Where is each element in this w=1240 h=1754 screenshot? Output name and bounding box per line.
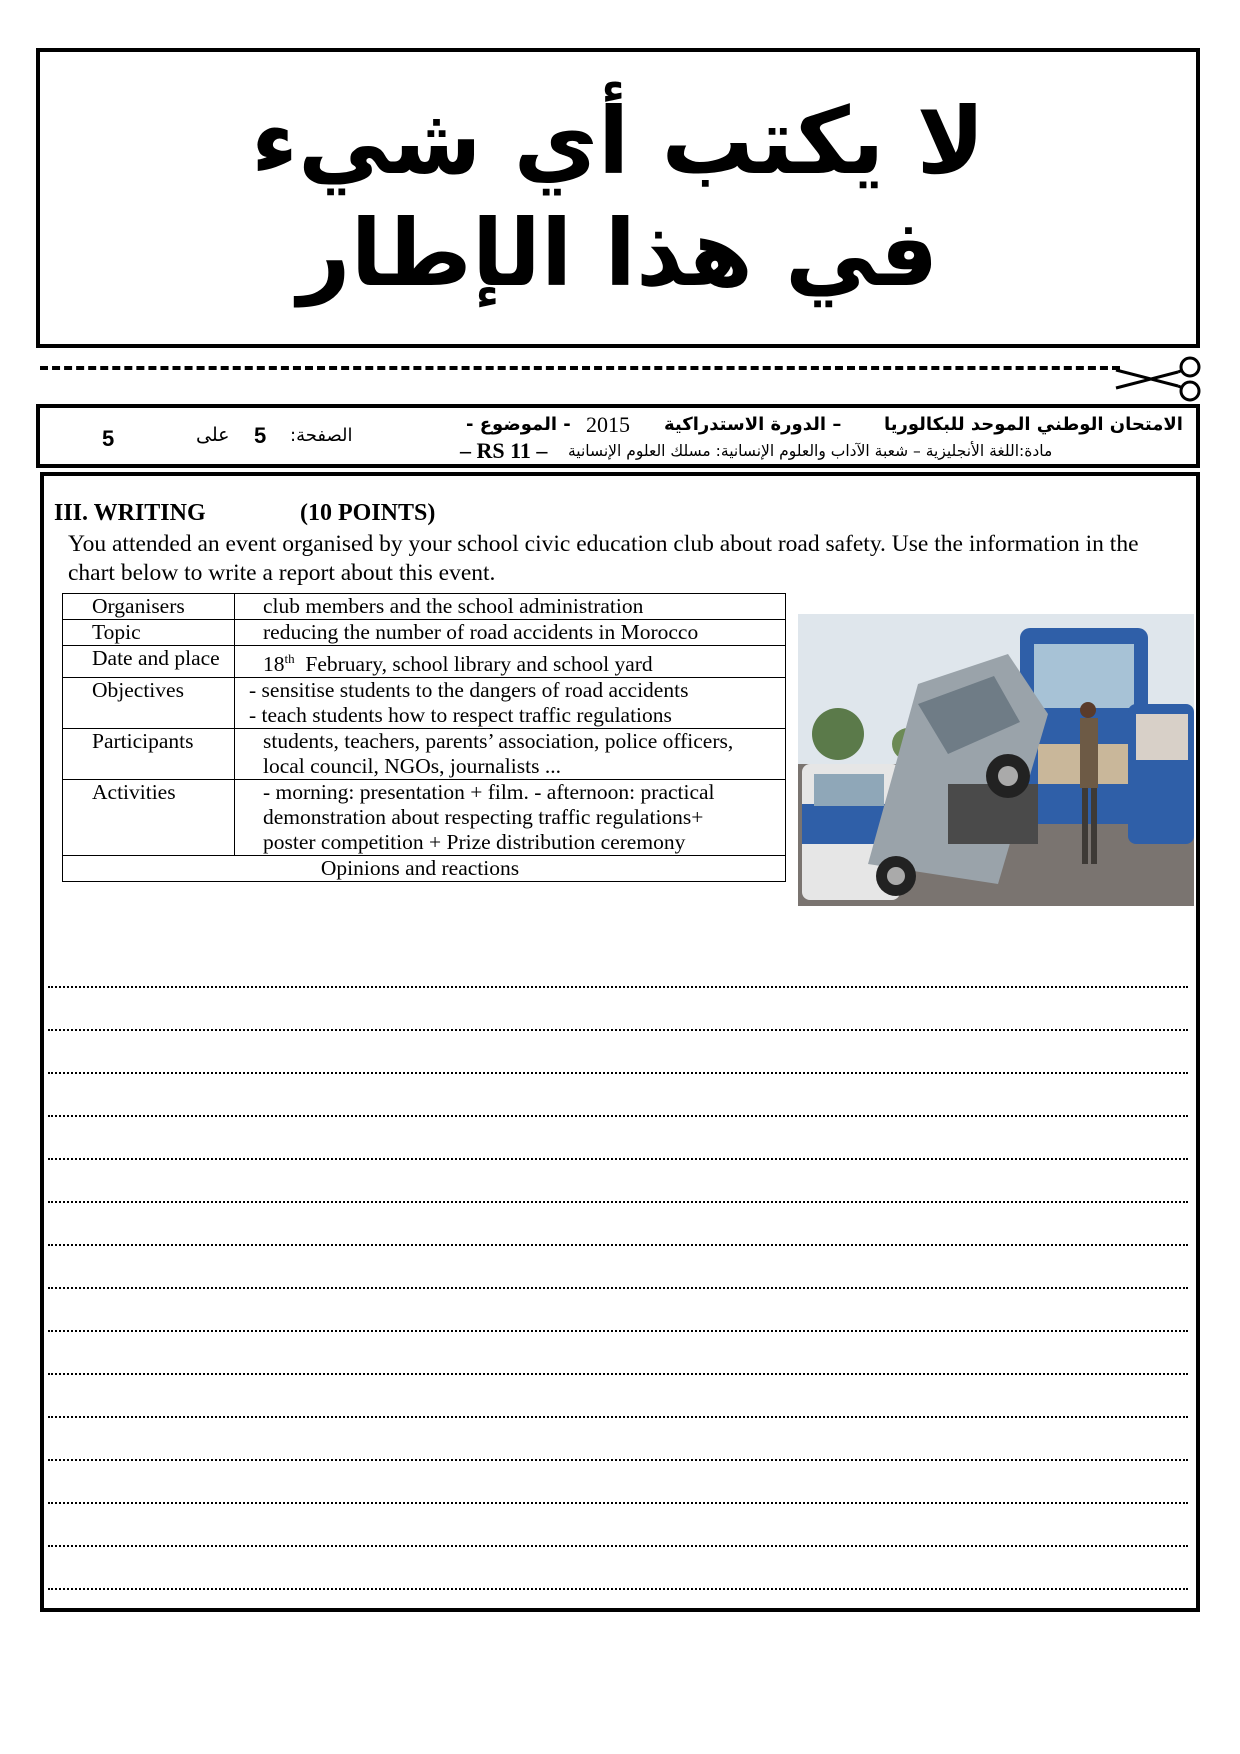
page-label: الصفحة: [290, 425, 353, 446]
writing-line[interactable] [48, 1201, 1188, 1203]
exam-session: – الدورة الاستدراكية [664, 414, 842, 435]
section-points: (10 POINTS) [300, 500, 436, 526]
subject-line: مادة:اللغة الأنجليزية – شعبة الآداب والعلوم الإنسانية: مسلك العلوم الإنسانية [568, 442, 1053, 460]
row-value: poster competition + Prize distribution ceremony [263, 830, 686, 855]
writing-line[interactable] [48, 1244, 1188, 1246]
table-footer-row [63, 856, 786, 882]
row-label: Objectives [63, 678, 235, 729]
opinions-reactions-cell: Opinions and reactions [63, 856, 786, 882]
writing-line[interactable] [48, 1287, 1188, 1289]
table-row [63, 620, 786, 646]
row-value: students, teachers, parents’ association, police officers, [263, 729, 734, 754]
row-value: - teach students how to respect traffic regulations [249, 703, 672, 728]
row-value: - sensitise students to the dangers of road accidents [249, 678, 689, 703]
writing-line[interactable] [48, 986, 1188, 988]
writing-line[interactable] [48, 1029, 1188, 1031]
date-day: 18 [263, 652, 285, 677]
row-value: club members and the school administration [263, 594, 644, 618]
writing-line[interactable] [48, 1416, 1188, 1418]
writing-line[interactable] [48, 1330, 1188, 1332]
no-write-line-2: في هذا الإطار [297, 200, 939, 307]
writing-line[interactable] [48, 1545, 1188, 1547]
section-title: III. WRITING [54, 500, 206, 526]
exam-title: الامتحان الوطني الموحد للبكالوريا [884, 414, 1183, 435]
row-label: Organisers [63, 594, 235, 620]
table-row [63, 729, 786, 780]
exam-year: 2015 [586, 412, 630, 437]
table-row [63, 646, 786, 678]
date-suffix: th [284, 651, 295, 666]
writing-line[interactable] [48, 1115, 1188, 1117]
road-accident-photo [798, 614, 1194, 906]
writing-line[interactable] [48, 1373, 1188, 1375]
writing-line[interactable] [48, 1502, 1188, 1504]
writing-instructions: You attended an event organised by your school civic education club about road safety. Use the information in the chart below to write a report about this event. [68, 531, 1139, 586]
no-write-line-1: لا يكتب أي شيء [250, 88, 986, 195]
writing-line[interactable] [48, 1459, 1188, 1461]
table-row [63, 594, 786, 620]
writing-line[interactable] [48, 1072, 1188, 1074]
of-label: على [196, 424, 230, 446]
row-label: Participants [63, 729, 235, 780]
row-value: - morning: presentation + film. - afternoon: practical [263, 780, 715, 805]
row-value: reducing the number of road accidents in Morocco [263, 620, 699, 644]
no-write-frame [36, 48, 1200, 348]
cut-line [40, 366, 1120, 370]
table-row [63, 678, 786, 729]
row-label: Activities [63, 780, 235, 856]
scissors-icon [1112, 356, 1206, 402]
row-value [235, 646, 777, 677]
row-value: demonstration about respecting traffic regulations+ [263, 805, 704, 830]
writing-line[interactable] [48, 1158, 1188, 1160]
row-value: local council, NGOs, journalists ... [263, 754, 561, 779]
writing-line[interactable] [48, 1588, 1188, 1590]
exam-header-box [36, 404, 1200, 468]
event-info-table [62, 593, 786, 882]
subject-label: - الموضوع - [466, 414, 571, 435]
table-row [63, 780, 786, 856]
row-label: Date and place [63, 646, 235, 678]
page-current: 5 [254, 423, 267, 448]
date-place: February, school library and school yard [294, 652, 653, 677]
page-total: 5 [102, 426, 115, 451]
exam-code: – RS 11 – [460, 438, 548, 463]
row-label: Topic [63, 620, 235, 646]
